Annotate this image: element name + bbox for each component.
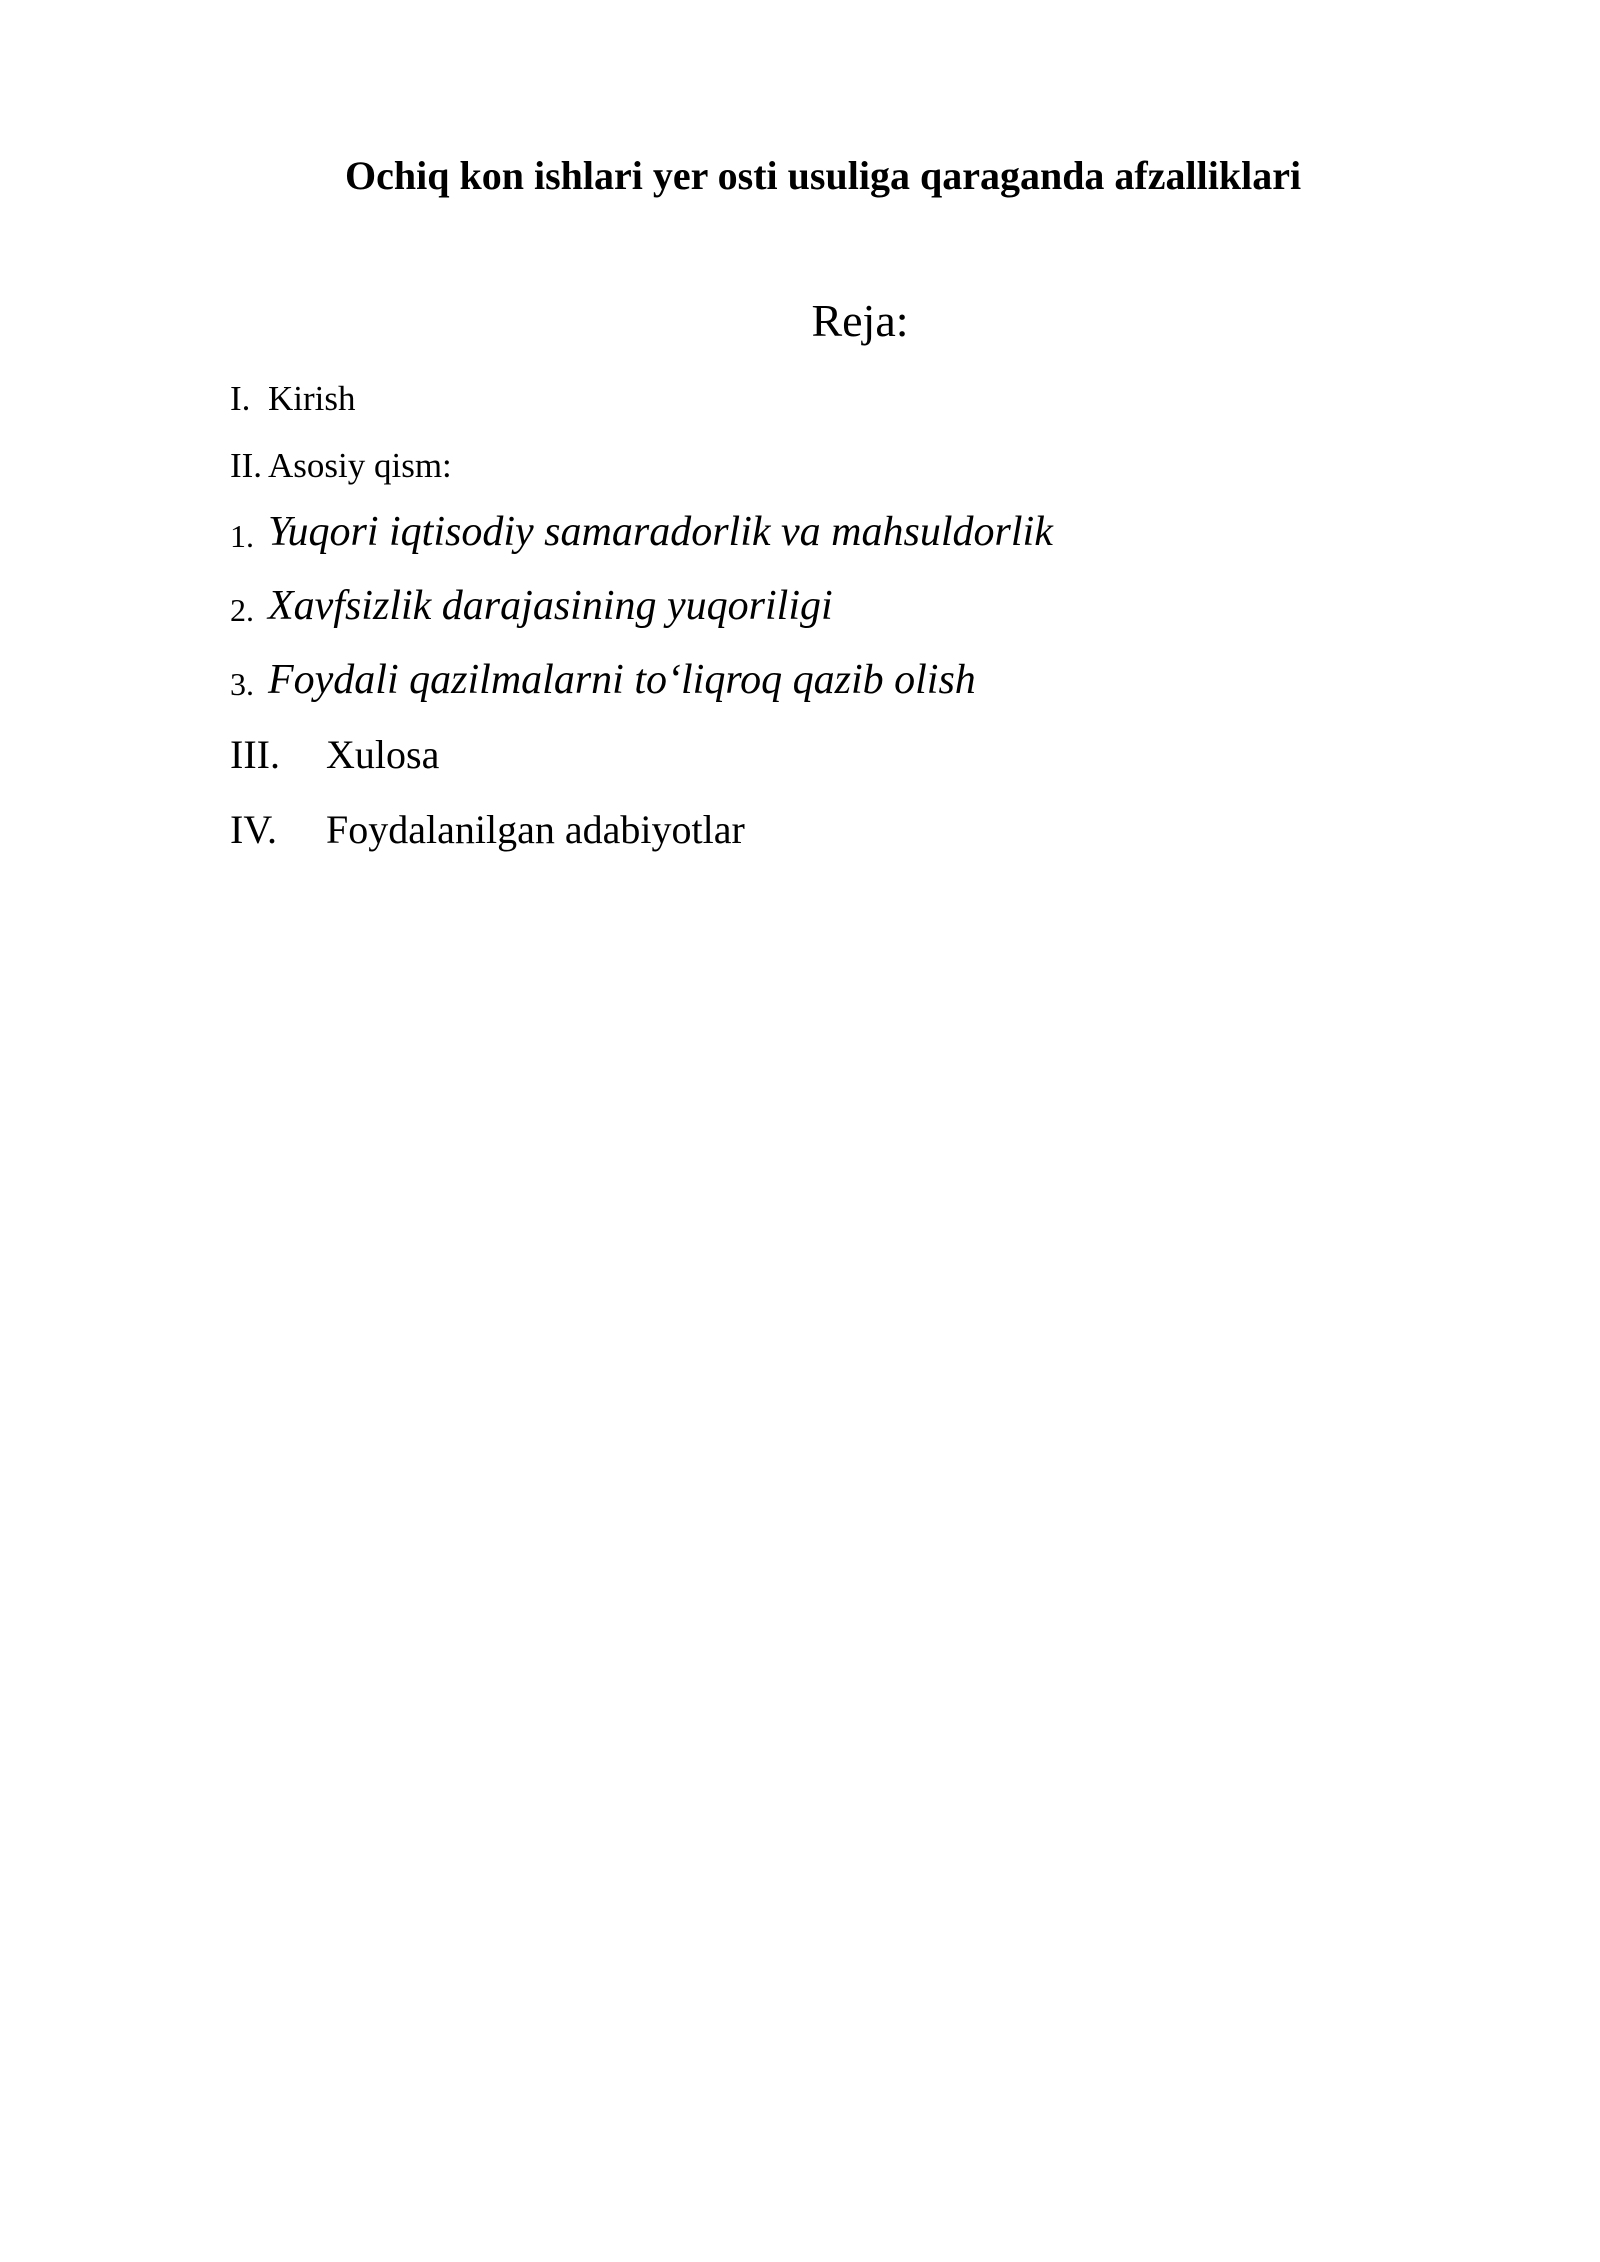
outline-text: Xulosa bbox=[326, 732, 440, 777]
outline-marker: 2. bbox=[230, 592, 254, 628]
outline-marker: III. bbox=[230, 732, 280, 777]
outline-text: Asosiy qism: bbox=[268, 446, 452, 485]
outline-text: Kirish bbox=[268, 379, 356, 418]
outline-text: Xavfsizlik darajasining yuqoriligi bbox=[268, 583, 833, 629]
outline-text: Foydalanilgan adabiyotlar bbox=[326, 807, 745, 852]
outline-marker: 3. bbox=[230, 666, 254, 702]
outline-marker: IV. bbox=[230, 807, 278, 852]
outline-marker: I. bbox=[230, 379, 251, 418]
outline-marker: 1. bbox=[230, 518, 254, 554]
outline-text: Foydali qazilmalarni to‘liqroq qazib olish bbox=[268, 657, 976, 703]
outline-marker: II. bbox=[230, 446, 263, 485]
document-title: Ochiq kon ishlari yer osti usuliga qaraganda afzalliklari bbox=[345, 153, 1302, 198]
plan-heading: Reja: bbox=[811, 295, 909, 346]
outline-text: Yuqori iqtisodiy samaradorlik va mahsuldorlik bbox=[268, 509, 1053, 555]
